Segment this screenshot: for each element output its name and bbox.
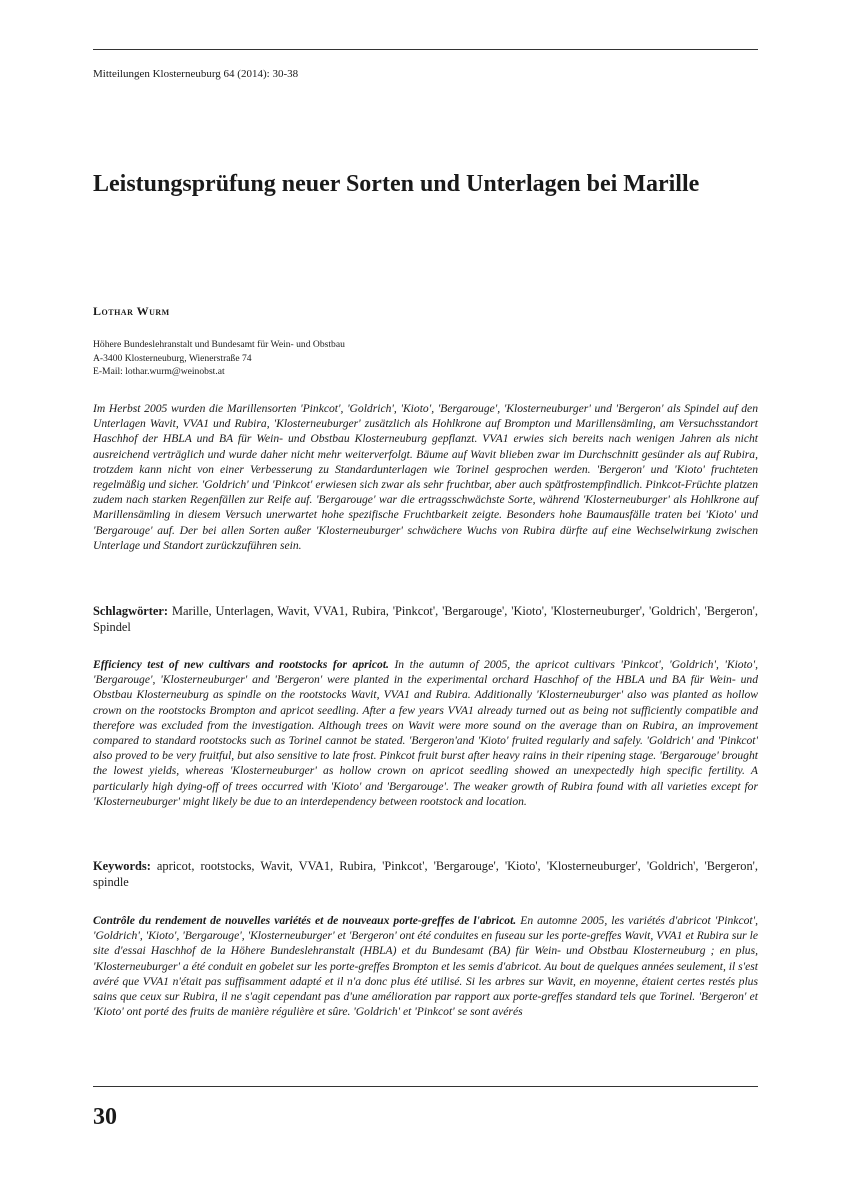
abstract-french (93, 913, 758, 1019)
keywords-english-list: apricot, rootstocks, Wavit, VVA1, Rubira, 'Pinkcot', 'Bergarouge', 'Kioto', 'Klosterneuburger', 'Goldrich', 'Bergeron', spindle (93, 859, 758, 890)
abstract-french-text: En automne 2005, les variétés d'abricot 'Pinkcot', 'Goldrich', 'Kioto', 'Bergarouge', 'Klosterneuburger' et 'Bergeron' ont été conduites en fuseau sur les porte-greffes Wavit, VVA1 et Rubira sur le site d'essai Haschhof de la Höhere Bundeslehranstalt (HBLA) et du Bundesamt (BA) für Wein- und Obstbau Klosterneuburg ; en plus, 'Klosterneuburger' a été conduit en gobelet sur les porte-greffes Brompton et les semis d'abricot. Au bout de quelques années seulement, il s'est avéré que VVA1 n'était pas suffisamment adapté et il n'a donc plus été utilisé. Si les arbres sur Wavit, en moyenne, étaient certes restés plus sains que ceux sur Rubira, il ne s'agit cependant pas d'une amélioration par rapport aux porte-greffes standard tels que Torinel. 'Bergeron' et 'Kioto' ont porté des fruits de manière régulière et sûre. 'Goldrich' et 'Pinkcot' se sont avérés (93, 914, 758, 1019)
keywords-english-label: Keywords: (93, 859, 151, 873)
affiliation-block (93, 338, 345, 379)
keywords-german (93, 603, 758, 635)
keywords-english (93, 858, 758, 890)
page-number: 30 (93, 1104, 117, 1130)
keywords-german-label: Schlagwörter: (93, 604, 169, 618)
abstract-german: Im Herbst 2005 wurden die Marillensorten 'Pinkcot', 'Goldrich', 'Kioto', 'Bergarouge', 'Klosterneuburger' und 'Bergeron' als Spindel auf den Unterlagen Wavit, VVA1 und Rubira, 'Klosterneuburger' zusätzlich als Hohlkrone auf Brompton und Marillensämling, am Versuchsstandort Haschhof der HBLA und BA für Wein- und Obstbau Klosterneuburg gepflanzt. VVA1 erwies sich bereits nach wenigen Jahren als nicht ausreichend verträglich und wurde daher nicht mehr weiterverfolgt. Bäume auf Wavit blieben zwar im Durchschnitt gesünder als auf Rubira, trotzdem kann nicht von einer Verbesserung zu Standardunterlagen wie Torinel gesprochen werden. 'Bergeron' und 'Kioto' fruchteten regelmäßig und sicher. 'Goldrich' und 'Pinkcot' erwiesen sich zwar als sehr fruchtbar, aber auch spätfrostempfindlich. Pinkcot-Früchte platzen zudem nach starken Regenfällen zur Reife auf. 'Bergarouge' war die ertragsschwächste Sorte, während 'Klosterneuburger' als Hohlkrone auf Marillensämling in diesem Versuch unerwartet hohe spezifische Fruchtbarkeit zeigte. Besonders hohe Baumausfälle traten bei 'Kioto' und 'Bergarouge' auf. Der bei allen Sorten außer 'Klosterneuburger' schwächere Wuchs von Rubira dürfte auf eine Wechselwirkung zwischen Unterlage und Standort zurückzuführen sein. (93, 402, 758, 552)
article-title: Leistungsprüfung neuer Sorten und Unterlagen bei Marille (93, 171, 700, 197)
affiliation-institution: Höhere Bundeslehranstalt und Bundesamt für Wein- und Obstbau (93, 339, 345, 350)
footer-rule (93, 1086, 758, 1087)
header-rule (93, 49, 758, 50)
keywords-german-list: Marille, Unterlagen, Wavit, VVA1, Rubira, 'Pinkcot', 'Bergarouge', 'Kioto', 'Klosterneuburger', 'Goldrich', 'Bergeron', Spindel (93, 604, 758, 635)
journal-citation: Mitteilungen Klosterneuburg 64 (2014): 30-38 (93, 68, 299, 80)
abstract-french-title: Contrôle du rendement de nouvelles variétés et de nouveaux porte-greffes de l'abricot. (93, 914, 517, 927)
affiliation-address: A-3400 Klosterneuburg, Wienerstraße 74 (93, 352, 252, 364)
abstract-english-text: In the autumn of 2005, the apricot cultivars 'Pinkcot', 'Goldrich', 'Kioto', 'Bergarouge', 'Klosterneuburger' and 'Bergeron' were planted in the experimental orchard Haschhof of the HBLA und BA für Wein- und Obstbau Klosterneuburg as spindle on the rootstocks Wavit, VVA1 and Rubira. Additionally 'Klosterneuburger' also was planted as hollow crown on the rootstocks Brompton and apricot seedling. After a few years VVA1 already turned out as being not sufficiently compatible and therefore was excluded from the investigation. Although trees on Wavit were more sound on the average than on Rubira, an improvement compared to standard rootstocks such as Torinel cannot be stated. 'Bergeron'and 'Kioto' fruited regularly and safely. 'Goldrich' and 'Pinkcot' also proved to be very fruitful, but also sensitive to late frost. Pinkcot fruit burst after heavy rains in their ripening stage. 'Bergarouge' brought the lowest yields, whereas 'Klosterneuburger' as hollow crown on apricot seedling showed an unexpectedly high specific fertility. A particularly high dying-off of trees occurred with 'Kioto' and 'Bergarouge'. The weaker growth of Rubira found with all varieties except for 'Klosterneuburger' might likely be due to an interdependency between rootstock and location. (93, 658, 758, 808)
affiliation-email: E-Mail: lothar.wurm@weinobst.at (93, 366, 225, 377)
abstract-english (93, 657, 758, 809)
author-name: Lothar Wurm (93, 304, 170, 318)
abstract-english-title: Efficiency test of new cultivars and rootstocks for apricot. (93, 658, 389, 671)
